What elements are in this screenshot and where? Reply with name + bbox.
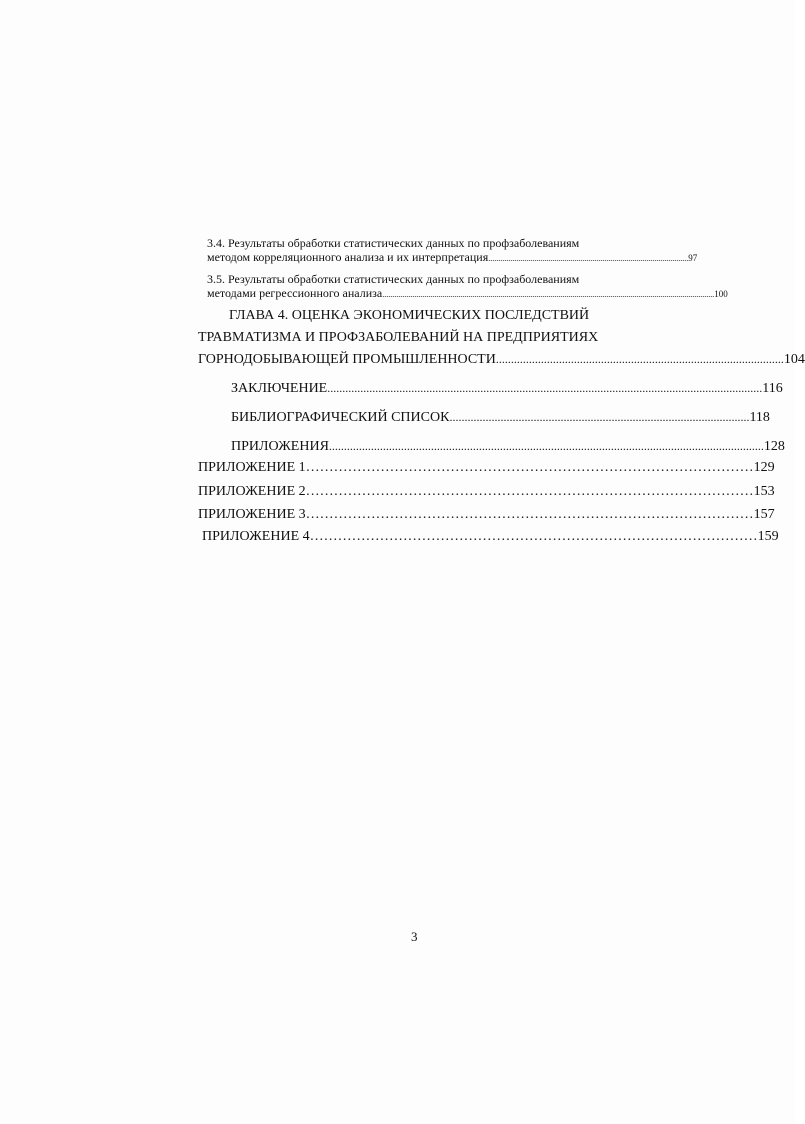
toc-chapter-4-line3: ГОРНОДОБЫВАЮЩЕЙ ПРОМЫШЛЕННОСТИ (198, 352, 496, 367)
page-number: 3 (411, 929, 418, 944)
toc-leader-dots: ................................................................................................ (495, 352, 784, 366)
toc-appendix-4-title: ПРИЛОЖЕНИЕ 4 (202, 529, 310, 544)
toc-appendix-2-title: ПРИЛОЖЕНИЕ 2 (198, 484, 306, 499)
toc-appendix-1 (198, 460, 775, 476)
toc-conclusion-page: 116 (762, 381, 783, 396)
toc-appendix-3 (198, 507, 775, 523)
toc-appendix-1-title: ПРИЛОЖЕНИЕ 1 (198, 460, 306, 475)
toc-appendices (231, 439, 785, 455)
toc-conclusion (231, 381, 783, 397)
toc-leader-dots: ...................................................................................................................................................................... (382, 290, 715, 299)
toc-leader-dots: ................................................................................................................................................. (328, 439, 764, 453)
toc-section-3-5-line1: 3.5. Результаты обработки статистических данных по профзаболеваниям (207, 272, 580, 286)
toc-leader-dots: …………………………………………………………………………………… (305, 507, 754, 522)
toc-leader-dots: …………………………………………………………………………………… (305, 484, 754, 499)
toc-appendices-title: ПРИЛОЖЕНИЯ (231, 439, 329, 454)
toc-leader-dots: .................................................................................................... (488, 254, 689, 263)
toc-section-3-5-page: 100 (714, 289, 728, 299)
toc-section-3-4 (207, 250, 698, 265)
toc-appendices-page: 128 (763, 439, 785, 454)
toc-section-3-4-line2: методом корреляционного анализа и их интерпретация (207, 250, 489, 264)
toc-section-3-5-line2: методами регрессионного анализа (207, 286, 383, 300)
toc-section-3-4-line1: 3.4. Результаты обработки статистических данных по профзаболеваниям (207, 236, 580, 250)
toc-leader-dots: …………………………………………………………………………………… (305, 460, 754, 475)
toc-appendix-3-title: ПРИЛОЖЕНИЕ 3 (198, 507, 306, 522)
toc-section-3-5 (207, 286, 728, 301)
toc-appendix-4 (202, 529, 779, 545)
toc-chapter-4-page: 104 (783, 352, 805, 367)
toc-appendix-4-page: 159 (757, 529, 779, 544)
toc-chapter-4-line1: ГЛАВА 4. ОЦЕНКА ЭКОНОМИЧЕСКИХ ПОСЛЕДСТВИЙ (229, 308, 590, 323)
toc-chapter-4 (198, 352, 805, 368)
toc-bibliography (231, 410, 770, 426)
toc-bibliography-page: 118 (749, 410, 770, 425)
toc-appendix-1-page: 129 (753, 460, 775, 475)
toc-appendix-2-page: 153 (753, 484, 775, 499)
toc-section-3-4-page: 97 (688, 253, 698, 263)
toc-appendix-3-page: 157 (753, 507, 775, 522)
toc-chapter-4-line2: ТРАВМАТИЗМА И ПРОФЗАБОЛЕВАНИЙ НА ПРЕДПРИЯТИЯХ (198, 330, 599, 345)
toc-leader-dots: ................................................................................................................................................. (327, 381, 763, 395)
toc-appendix-2 (198, 484, 775, 500)
toc-leader-dots: .................................................................................................... (449, 410, 750, 424)
toc-conclusion-title: ЗАКЛЮЧЕНИЕ (231, 381, 328, 396)
toc-leader-dots: …………………………………………………………………………………… (309, 529, 758, 544)
toc-bibliography-title: БИБЛИОГРАФИЧЕСКИЙ СПИСОК (231, 410, 450, 425)
